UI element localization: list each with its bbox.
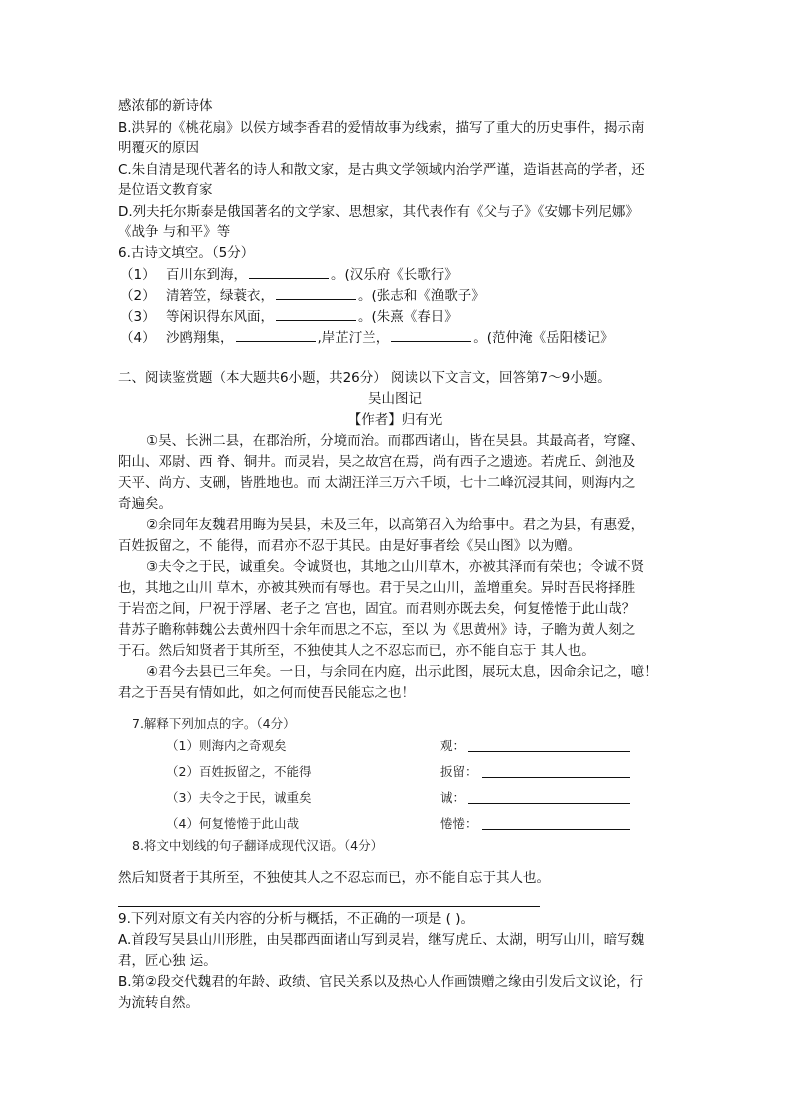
- answer-line[interactable]: [118, 905, 540, 907]
- q6-row-pre: 沙鸥翔集，: [166, 330, 234, 346]
- q6-row-pre: 百川东到海，: [166, 267, 247, 283]
- q8-sentence: 然后知贤者于其所至，不独使其人之不忍忘而已，亦不能自忘于其人也。: [118, 870, 550, 886]
- option-b-line1: B.洪昇的《桃花扇》以侯方域李香君的爱情故事为线索，描写了重大的历史事件，揭示南: [118, 120, 645, 136]
- q7-row-num: （4）: [166, 816, 199, 831]
- q7-row-num: （1）: [166, 738, 199, 753]
- q6-row-num: （4）: [120, 330, 156, 346]
- article-line: 昔苏子瞻称韩魏公去黄州四十余年而思之不忘，至以 为《思黄州》诗，子瞻为黄人刻之: [118, 622, 636, 638]
- article-line: ②余同年友魏君用晦为吴县，未及三年，以高第召入为给事中。君之为县，有惠爱，: [146, 517, 645, 533]
- article-line: ③夫令之于民，诚重矣。令诚贤也，其地之山川草木，亦被其泽而有荣也；令诚不贤: [146, 559, 645, 575]
- article-line: 于岩峦之间，尸祝于浮屠、老子之 宫也，固宜。而君则亦既去矣，何复惓惓于此山哉？: [118, 601, 636, 617]
- article-line: 阳山、邓尉、西 脊、铜井。而灵岩，吴之故宫在焉，尚有西子之遗迹。若虎丘、剑池及: [118, 454, 636, 470]
- q7-label: 诚：: [440, 790, 466, 805]
- article-line: 也，其地之山川 草木，亦被其殃而有辱也。君于吴之山川，盖增重矣。异时吾民将择胜: [118, 580, 636, 596]
- q6-row-post: 。(范仲淹《岳阳楼记》: [473, 330, 614, 346]
- q6-row-post: 。(朱熹《春日》: [358, 309, 458, 325]
- option-d-line2: 《战争 与和平》等: [118, 224, 231, 240]
- article-title: 吴山图记: [368, 391, 422, 407]
- question-7-title: 7.解释下列加点的字。（4分）: [132, 716, 296, 731]
- article-line: 天平、尚方、支硎，皆胜地也。而 太湖汪洋三万六千顷，七十二峰沉浸其间，则海内之: [118, 475, 636, 491]
- fill-blank[interactable]: [236, 327, 316, 342]
- q7-row-text: 百姓扳留之，不能得: [198, 764, 312, 779]
- q9-option-a-line1: A.首段写吴县山川形胜，由吴郡西面诸山写到灵岩，继写虎丘、太湖，明写山川，暗写魏: [118, 932, 645, 948]
- option-d-line1: D.列夫托尔斯泰是俄国著名的文学家、思想家，其代表作有《父与子》《安娜卡列尼娜》: [118, 204, 639, 220]
- q6-row-post: 。(汉乐府《长歌行》: [331, 267, 458, 283]
- answer-line[interactable]: [468, 802, 630, 804]
- q6-row-num: （2）: [120, 288, 156, 304]
- option-a-tail: 感浓郁的新诗体: [118, 98, 213, 114]
- q6-row-3: [120, 306, 458, 327]
- answer-line[interactable]: [482, 776, 630, 778]
- q7-row-num: （3）: [166, 790, 199, 805]
- fill-blank[interactable]: [276, 306, 356, 321]
- section-2-header: 二、阅读鉴赏题（本大题共6小题，共26分） 阅读以下文言文，回答第7～9小题。: [118, 370, 611, 386]
- q6-row-1: [120, 264, 458, 285]
- q7-row-2: [166, 762, 311, 782]
- q9-option-b-line1: B.第②段交代魏君的年龄、政绩、官民关系以及热心人作画馈赠之缘由引发后文议论，行: [118, 974, 644, 990]
- q7-label: 惓惓：: [440, 816, 478, 831]
- q6-row-post: 。(张志和《渔歌子》: [358, 288, 485, 304]
- q7-row-3: [166, 788, 311, 808]
- q7-row-4: [166, 814, 299, 834]
- option-b-line2: 明覆灭的原因: [118, 140, 199, 156]
- fill-blank[interactable]: [276, 285, 356, 300]
- fill-blank[interactable]: [249, 264, 329, 279]
- article-line: 于石。然后知贤者于其所至，不独使其人之不忍忘而已，亦不能自忘于 其人也。: [118, 643, 595, 659]
- q6-row-pre: 清箬笠，绿蓑衣，: [166, 288, 274, 304]
- q7-row-text: 何复惓惓于此山哉: [198, 816, 299, 831]
- article-line: ①吴、长洲二县，在郡治所，分境而治。而郡西诸山，皆在吴县。其最高者，穹窿、: [146, 433, 645, 449]
- question-6-title: 6.古诗文填空。（5分）: [118, 245, 255, 261]
- option-c-line2: 是位语文教育家: [118, 182, 213, 198]
- q7-row-1: [166, 736, 286, 756]
- q9-option-b-line2: 为流转自然。: [118, 995, 199, 1011]
- q6-row-mid: ,岸芷汀兰，: [317, 330, 390, 346]
- q6-row-num: （1）: [120, 267, 156, 283]
- answer-line[interactable]: [468, 750, 630, 752]
- q6-row-num: （3）: [120, 309, 156, 325]
- q7-row-text: 则海内之奇观矣: [198, 738, 287, 753]
- fill-blank[interactable]: [391, 327, 471, 342]
- q6-row-pre: 等闲识得东风面，: [166, 309, 274, 325]
- q7-row-text: 夫令之于民，诚重矣: [198, 790, 312, 805]
- answer-line[interactable]: [482, 828, 630, 830]
- option-c-line1: C.朱自清是现代著名的诗人和散文家，是古典文学领域内治学严谨，造诣甚高的学者，还: [118, 162, 645, 178]
- q9-option-a-line2: 君，匠心独 运。: [118, 953, 217, 969]
- article-line: 君之于吾吴有情如此，如之何而使吾民能忘之也！: [118, 685, 415, 701]
- q6-row-4: [120, 327, 614, 348]
- article-line: ④君今去县已三年矣。一日，与余同在内庭，出示此图，展玩太息，因命余记之，噫！: [146, 664, 658, 680]
- article-line: 百姓扳留之，不 能得，而君亦不忍于其民。由是好事者绘《吴山图》以为赠。: [118, 538, 582, 554]
- article-line: 奇遍矣。: [118, 496, 172, 512]
- article-author: 【作者】归有光: [347, 412, 443, 428]
- question-9-title: 9.下列对原文有关内容的分析与概括，不正确的一项是 ( )。: [118, 911, 474, 927]
- q7-row-num: （2）: [166, 764, 199, 779]
- q7-label: 扳留：: [440, 764, 478, 779]
- q6-row-2: [120, 285, 485, 306]
- question-8-title: 8.将文中划线的句子翻译成现代汉语。（4分）: [132, 838, 384, 853]
- q7-label: 观：: [440, 738, 466, 753]
